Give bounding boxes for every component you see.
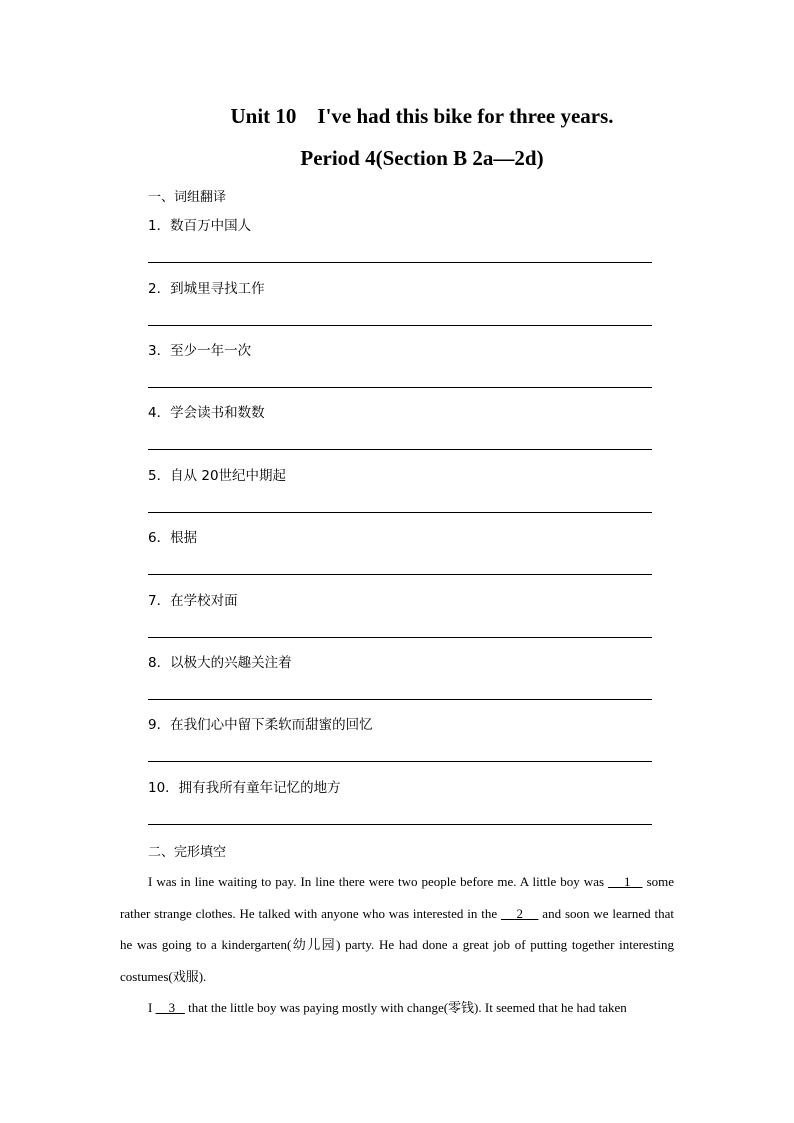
answer-line[interactable] bbox=[148, 325, 652, 326]
translation-item-label: 8．以极大的兴趣关注着 bbox=[148, 655, 292, 671]
translation-item-label: 4．学会读书和数数 bbox=[148, 405, 265, 421]
passage-text: I bbox=[148, 1000, 156, 1015]
translation-item-label: 1．数百万中国人 bbox=[148, 218, 252, 234]
worksheet-subtitle: Period 4(Section B 2a—2d) bbox=[300, 146, 544, 170]
answer-line[interactable] bbox=[148, 512, 652, 513]
translation-item-label: 2．到城里寻找工作 bbox=[148, 281, 265, 297]
translation-item-label: 3．至少一年一次 bbox=[148, 343, 252, 359]
translation-item-label: 5．自从 20世纪中期起 bbox=[148, 468, 287, 484]
answer-line[interactable] bbox=[148, 449, 652, 450]
translation-item-9 bbox=[148, 716, 652, 778]
answer-line[interactable] bbox=[148, 574, 652, 575]
cloze-blank-1[interactable]: 1 bbox=[608, 874, 643, 889]
worksheet-title: Unit 10 I've had this bike for three years. bbox=[230, 104, 614, 128]
translation-item-1 bbox=[148, 217, 652, 279]
section-heading-translation: 一、词组翻译 bbox=[148, 190, 227, 205]
cloze-paragraph-1 bbox=[120, 866, 674, 992]
translation-item-6 bbox=[148, 529, 652, 591]
cloze-blank-3[interactable]: 3 bbox=[155, 1000, 185, 1015]
translation-item-label: 10．拥有我所有童年记忆的地方 bbox=[148, 780, 341, 796]
translation-item-label: 9．在我们心中留下柔软而甜蜜的回忆 bbox=[148, 717, 373, 733]
answer-line[interactable] bbox=[148, 699, 652, 700]
answer-line[interactable] bbox=[148, 824, 652, 825]
translation-item-10 bbox=[148, 779, 652, 841]
translation-item-7 bbox=[148, 592, 652, 654]
passage-text: that the little boy was paying mostly with change(零钱). It seemed that he had taken bbox=[184, 1000, 627, 1015]
translation-item-label: 6．根据 bbox=[148, 530, 198, 546]
passage-text: and soon we learned that he was going to a kindergarten(幼儿园) party. He had done a great job of putting together interesting costumes(戏服). bbox=[120, 905, 674, 984]
translation-item-3 bbox=[148, 342, 652, 404]
translation-item-label: 7．在学校对面 bbox=[148, 593, 238, 609]
cloze-passage bbox=[120, 866, 674, 1024]
cloze-blank-2[interactable]: 2 bbox=[501, 905, 539, 921]
translation-item-8 bbox=[148, 654, 652, 716]
answer-line[interactable] bbox=[148, 637, 652, 638]
section-heading-cloze: 二、完形填空 bbox=[148, 845, 227, 860]
translation-item-2 bbox=[148, 280, 652, 342]
translation-item-4 bbox=[148, 404, 652, 466]
passage-text: some rather strange clothes. He talked with anyone who was interested in the bbox=[120, 874, 675, 921]
answer-line[interactable] bbox=[148, 262, 652, 263]
answer-line[interactable] bbox=[148, 387, 652, 388]
cloze-paragraph-2 bbox=[120, 992, 674, 1024]
translation-item-5 bbox=[148, 467, 652, 529]
passage-text: I was in line waiting to pay. In line there were two people before me. A little boy was bbox=[148, 874, 609, 889]
answer-line[interactable] bbox=[148, 761, 652, 762]
